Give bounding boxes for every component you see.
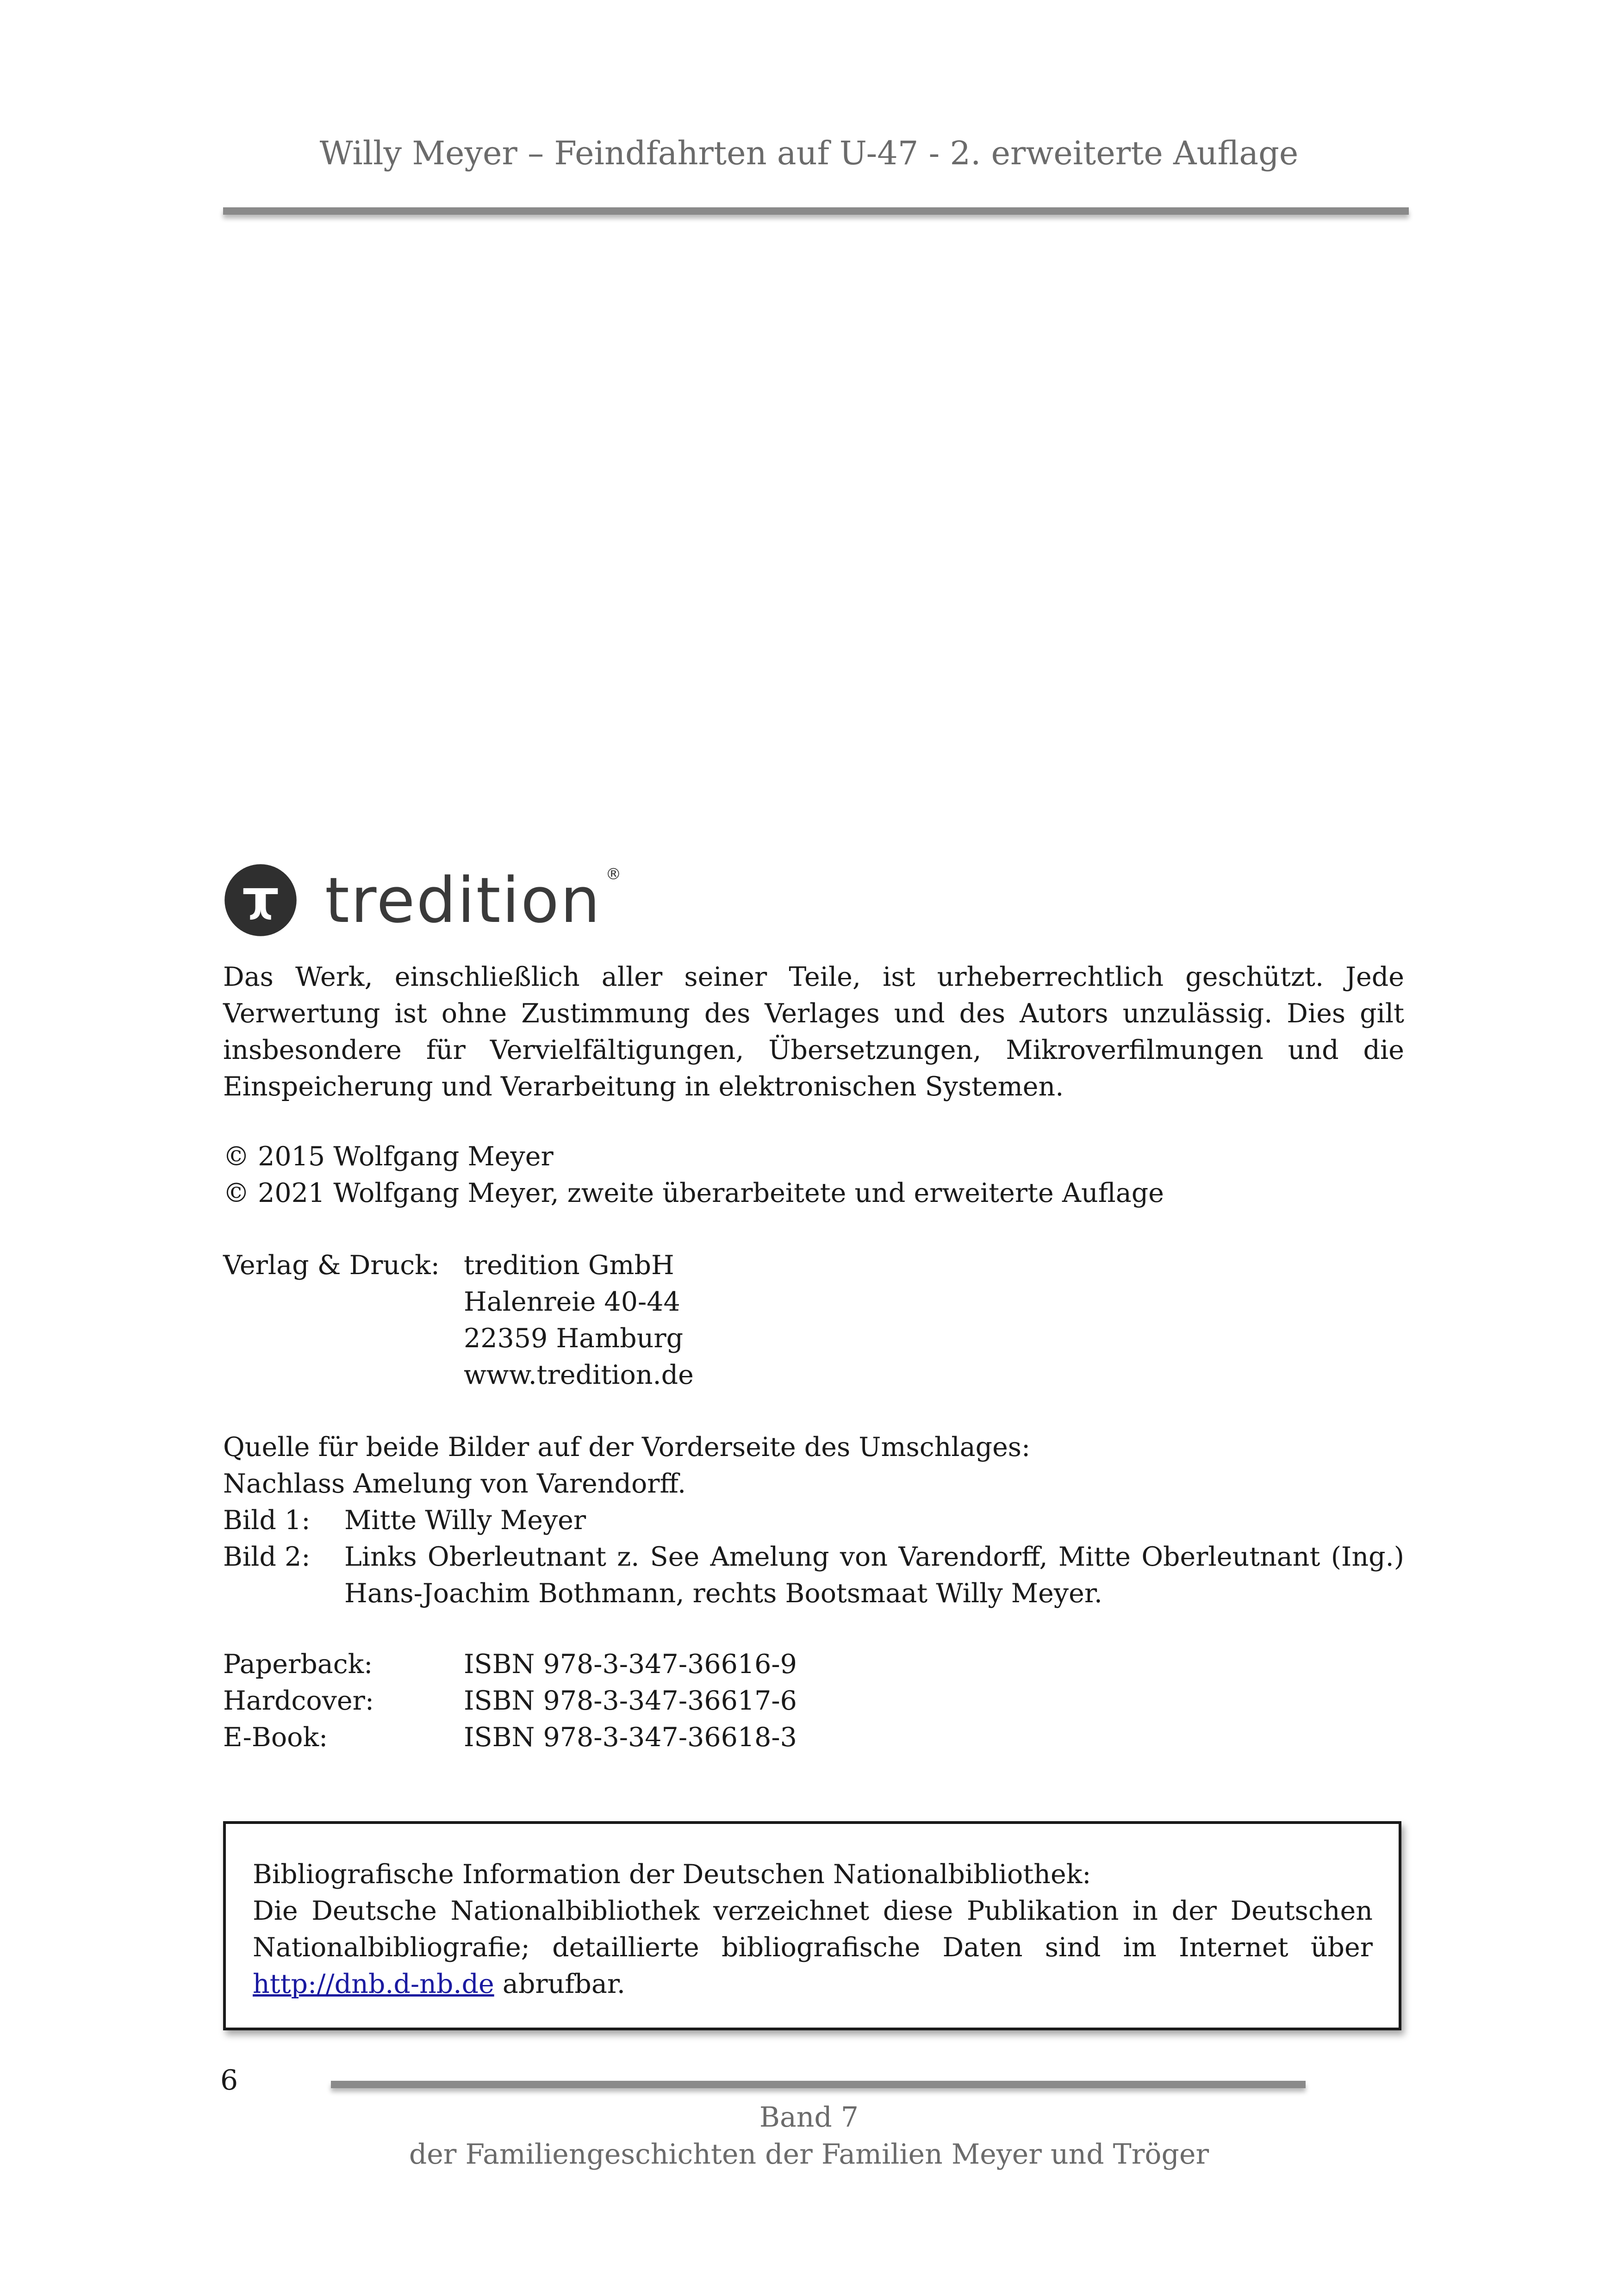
biblio-text: Die Deutsche Nationalbibliothek verzeichnet diese Publikation in der Deutschen Nationalbibliografie; detaillierte bibliografische Daten sind im Internet über — [253, 1896, 1373, 1963]
registered-mark: ® — [605, 865, 623, 884]
image-1-caption: Mitte Willy Meyer — [344, 1505, 586, 1536]
logo-wordmark-text: tredition — [325, 864, 602, 937]
footer-divider — [331, 2081, 1306, 2088]
publisher-logo — [223, 861, 623, 940]
image-1-label: Bild 1: — [223, 1505, 311, 1536]
header-divider — [223, 207, 1409, 215]
copyright-line-2015: © 2015 Wolfgang Meyer — [223, 1141, 554, 1172]
bibliographic-info-box — [223, 1821, 1401, 2030]
image-source-estate: Nachlass Amelung von Varendorff. — [223, 1468, 686, 1499]
image-source-block — [223, 1429, 1404, 1612]
image-2-label: Bild 2: — [223, 1542, 311, 1572]
isbn-hardcover-label: Hardcover: — [223, 1686, 374, 1716]
publisher-city: 22359 Hamburg — [464, 1323, 684, 1354]
isbn-hardcover-value: ISBN 978-3-347-36617-6 — [464, 1686, 797, 1716]
copyright-line-2021: © 2021 Wolfgang Meyer, zweite überarbeitete und erweiterte Auflage — [223, 1178, 1164, 1208]
footer-series: der Familiengeschichten der Familien Meyer und Tröger — [409, 2138, 1209, 2171]
publisher-name: tredition GmbH — [464, 1250, 674, 1281]
publisher-block — [223, 1247, 1404, 1394]
dnb-link[interactable]: http://dnb.d-nb.de — [253, 1969, 494, 1999]
publisher-website: www.tredition.de — [464, 1360, 694, 1390]
publisher-street: Halenreie 40-44 — [464, 1287, 680, 1317]
copyright-notice: Das Werk, einschließlich aller seiner Teile, ist urheberrechtlich geschützt. Jede Verwertung ist ohne Zustimmung des Verlages und des Autors unzulässig. Dies gilt insbesondere für Vervielfältigungen, Übersetzungen, Mikroverfilmungen und die Einspeicherung und Verarbeitung in elektronischen Systemen. — [223, 962, 1404, 1102]
tredition-logo-icon — [223, 863, 298, 938]
publisher-label: Verlag & Druck: — [223, 1250, 440, 1281]
image-2-caption: Links Oberleutnant z. See Amelung von Varendorff, Mitte Oberleutnant (Ing.) Hans-Joachim Bothmann, rechts Bootsmaat Willy Meyer. — [344, 1542, 1404, 1609]
isbn-ebook-value: ISBN 978-3-347-36618-3 — [464, 1722, 797, 1753]
isbn-block — [223, 1646, 1404, 1756]
biblio-suffix: abrufbar. — [502, 1969, 625, 1999]
isbn-paperback-label: Paperback: — [223, 1649, 373, 1680]
logo-wordmark — [325, 864, 623, 937]
isbn-paperback-value: ISBN 978-3-347-36616-9 — [464, 1649, 797, 1680]
biblio-text-block — [253, 1893, 1373, 2003]
isbn-ebook-label: E-Book: — [223, 1722, 328, 1753]
image-source-heading: Quelle für beide Bilder auf der Vorderseite des Umschlages: — [223, 1432, 1031, 1462]
footer-volume: Band 7 — [759, 2101, 859, 2134]
biblio-heading: Bibliografische Information der Deutschen Nationalbibliothek: — [253, 1859, 1091, 1890]
page-header-title: Willy Meyer – Feindfahrten auf U-47 - 2. erweiterte Auflage — [319, 134, 1299, 172]
page-number: 6 — [220, 2064, 238, 2097]
